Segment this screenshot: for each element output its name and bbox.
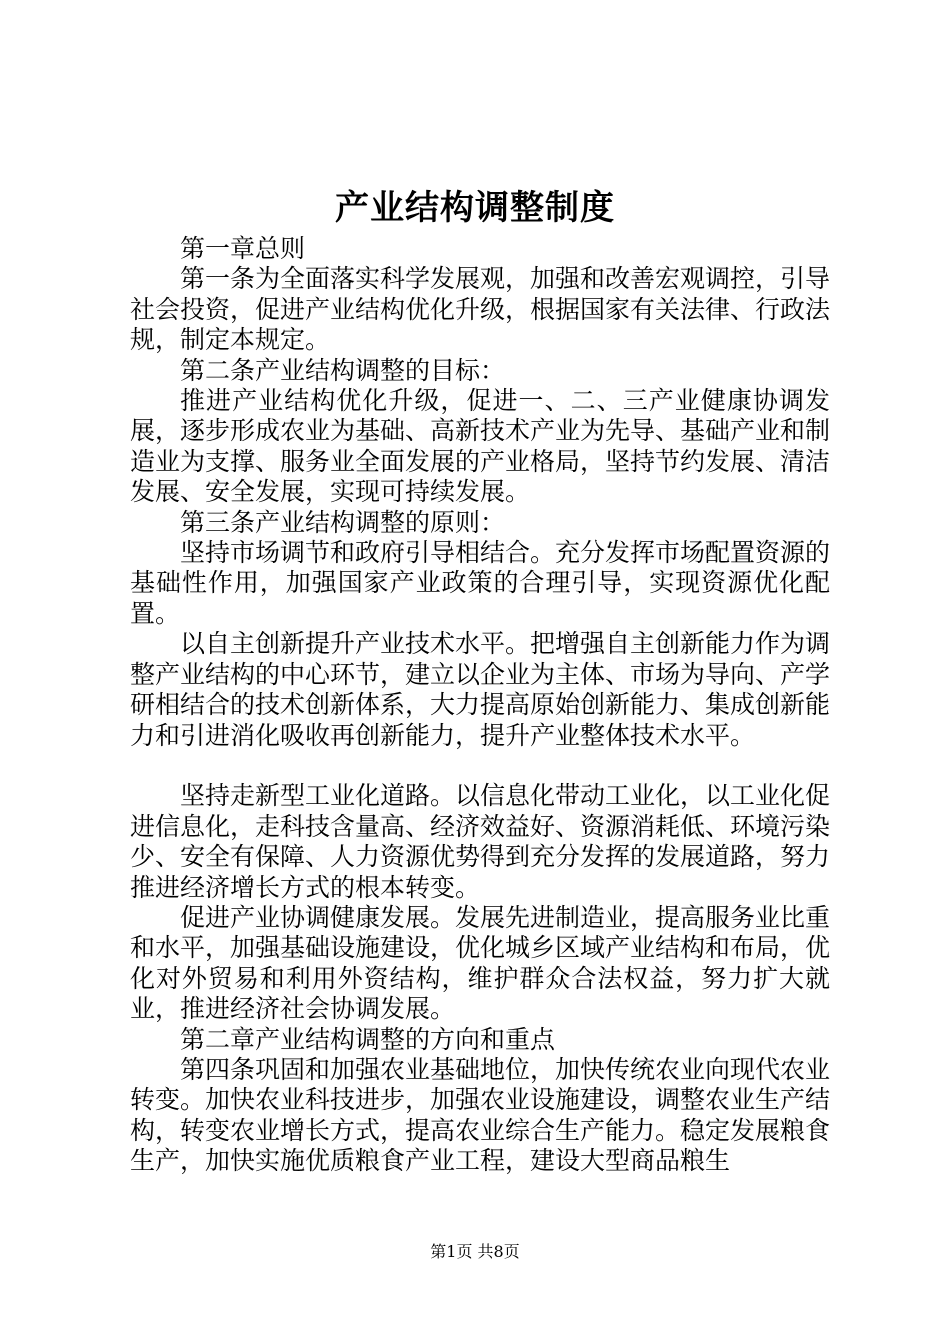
body-paragraph: 推进产业结构优化升级，促进一、二、三产业健康协调发展，逐步形成农业为基础、高新技术产业为先导、基础产业和制造业为支撑、服务业全面发展的产业格局，坚持节约发展、清洁发展、安全发展，实现可持续发展。 bbox=[130, 386, 831, 507]
article-paragraph: 第四条巩固和加强农业基础地位，加快传统农业向现代农业转变。加快农业科技进步，加强农业设施建设，调整农业生产结构，转变农业增长方式，提高农业综合生产能力。稳定发展粮食生产，加快实施优质粮食产业工程，建设大型商品粮生 bbox=[130, 1054, 831, 1176]
body-paragraph: 坚持走新型工业化道路。以信息化带动工业化，以工业化促进信息化，走科技含量高、经济效益好、资源消耗低、环境污染少、安全有保障、人力资源优势得到充分发挥的发展道路，努力推进经济增长方式的根本转变。 bbox=[130, 781, 831, 902]
document-body bbox=[130, 234, 830, 1177]
page-footer: 第1页 共8页 bbox=[430, 1242, 520, 1261]
chapter-heading: 第一章总则 bbox=[180, 234, 306, 263]
body-paragraph: 促进产业协调健康发展。发展先进制造业，提高服务业比重和水平，加强基础设施建设，优化城乡区域产业结构和布局，优化对外贸易和利用外资结构，维护群众合法权益，努力扩大就业，推进经济社会协调发展。 bbox=[130, 902, 831, 1024]
body-paragraph: 以自主创新提升产业技术水平。把增强自主创新能力作为调整产业结构的中心环节，建立以企业为主体、市场为导向、产学研相结合的技术创新体系，大力提高原始创新能力、集成创新能力和引进消化吸收再创新能力，提升产业整体技术水平。 bbox=[130, 629, 831, 750]
article-paragraph: 第一条为全面落实科学发展观，加强和改善宏观调控，引导社会投资，促进产业结构优化升级，根据国家有关法律、行政法规，制定本规定。 bbox=[130, 264, 831, 355]
body-paragraph: 坚持市场调节和政府引导相结合。充分发挥市场配置资源的基础性作用，加强国家产业政策的合理引导，实现资源优化配置。 bbox=[130, 538, 831, 628]
article-paragraph: 第三条产业结构调整的原则： bbox=[180, 507, 506, 537]
document-title: 产业结构调整制度 bbox=[335, 188, 615, 228]
chapter-heading: 第二章产业结构调整的方向和重点 bbox=[180, 1024, 556, 1054]
article-paragraph: 第二条产业结构调整的目标： bbox=[180, 355, 506, 385]
